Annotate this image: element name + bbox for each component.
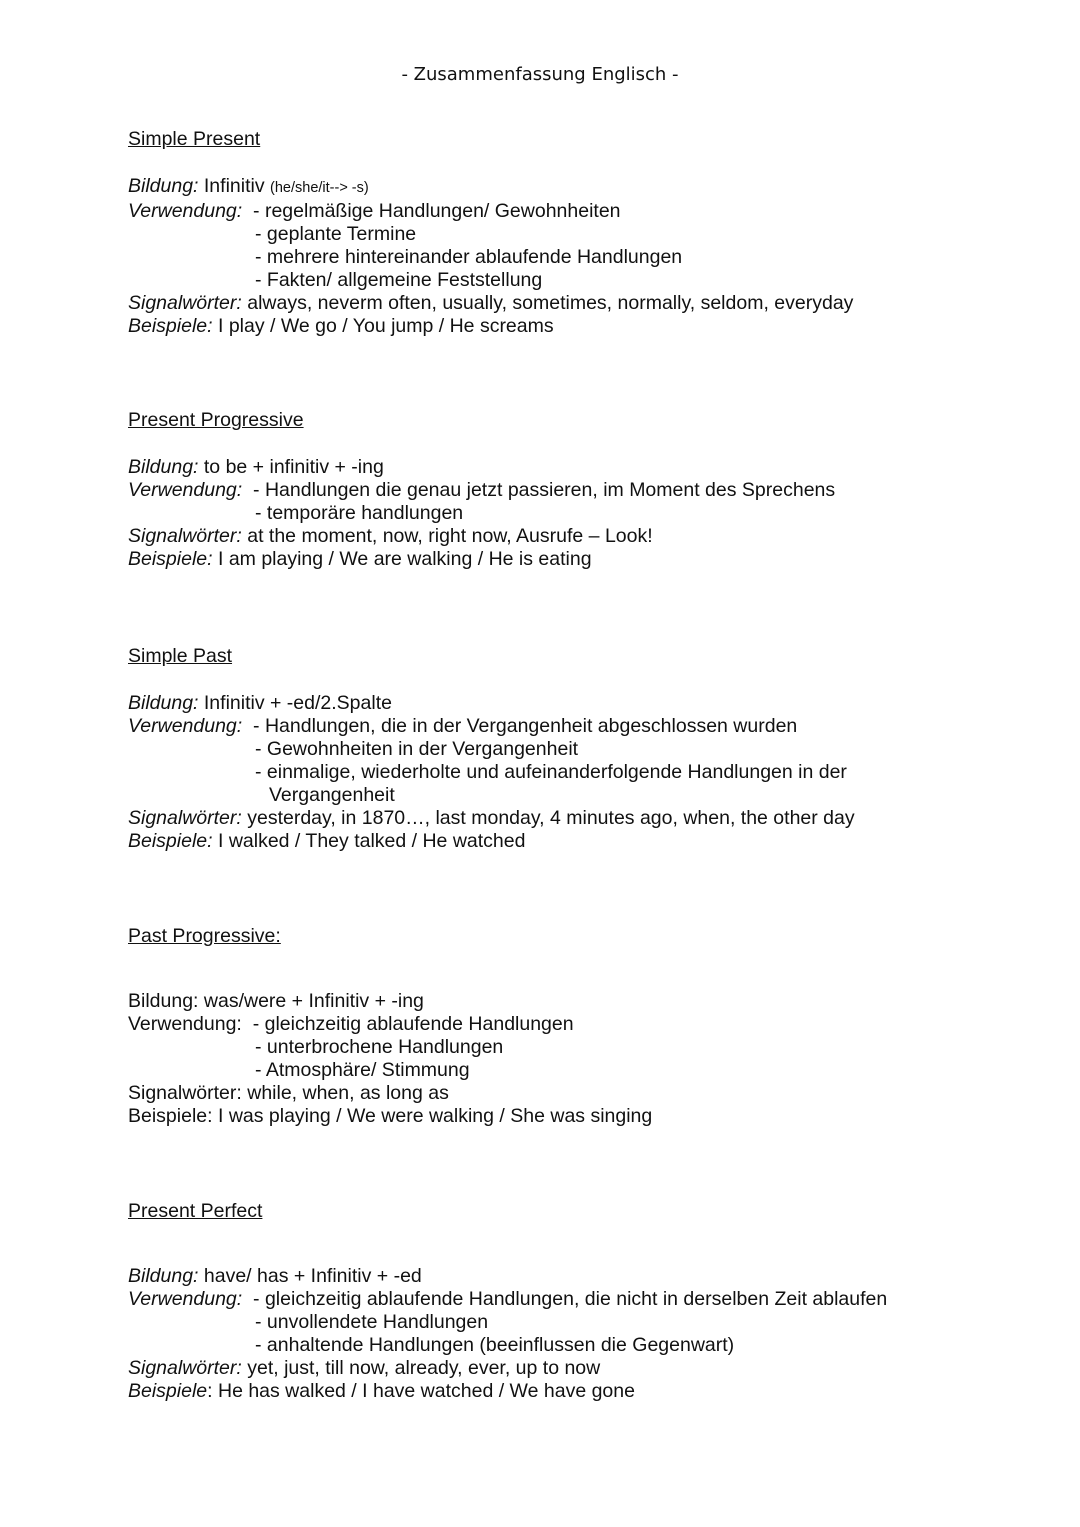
- signal-label: Signalwörter:: [128, 807, 242, 829]
- beispiele-text: He has walked / I have watched / We have gone: [217, 1380, 635, 1402]
- verwendung-item: - gleichzeitig ablaufende Handlungen, die nicht in derselben Zeit ablaufen: [253, 1288, 888, 1310]
- beispiele-line: [128, 1105, 1028, 1128]
- beispiele-colon: :: [207, 1380, 213, 1402]
- bildung-label: Bildung:: [128, 990, 199, 1012]
- signal-line: [128, 1082, 1028, 1105]
- verwendung-continuation: Vergangenheit: [269, 784, 395, 806]
- verwendung-item: - regelmäßige Handlungen/ Gewohnheiten: [253, 200, 621, 222]
- verwendung-item: - Atmosphäre/ Stimmung: [255, 1059, 470, 1081]
- verwendung-item: - Handlungen, die in der Vergangenheit abgeschlossen wurden: [253, 715, 798, 737]
- verwendung-label: Verwendung:: [128, 1288, 243, 1310]
- verwendung-item: - Fakten/ allgemeine Feststellung: [255, 269, 543, 291]
- signal-label: Signalwörter:: [128, 1357, 242, 1379]
- verwendung-item: - geplante Termine: [255, 223, 417, 245]
- bildung-line: [128, 456, 1028, 479]
- verwendung-block: [128, 479, 1028, 525]
- signal-label: Signalwörter:: [128, 292, 242, 314]
- page-title: - Zusammenfassung Englisch -: [401, 64, 679, 85]
- signal-text: always, neverm often, usually, sometimes, normally, seldom, everyday: [247, 292, 854, 314]
- bildung-text: have/ has + Infinitiv + -ed: [203, 1265, 422, 1287]
- bildung-label: Bildung:: [128, 175, 199, 197]
- signal-text: yet, just, till now, already, ever, up to now: [247, 1357, 601, 1379]
- verwendung-label: Verwendung:: [128, 1013, 242, 1035]
- section-present-progressive: [128, 409, 1028, 571]
- verwendung-block: [128, 1288, 1028, 1357]
- signal-label: Signalwörter:: [128, 525, 242, 547]
- signal-text: yesterday, in 1870…, last monday, 4 minutes ago, when, the other day: [247, 807, 855, 829]
- section-title: Simple Past: [128, 645, 233, 667]
- bildung-label: Bildung:: [128, 456, 199, 478]
- beispiele-text: I play / We go / You jump / He screams: [217, 315, 554, 337]
- signal-line: [128, 807, 1028, 830]
- bildung-text: Infinitiv + -ed/2.Spalte: [203, 692, 392, 714]
- beispiele-label: Beispiele:: [128, 1105, 213, 1127]
- beispiele-label: Beispiele: [128, 1380, 208, 1402]
- verwendung-item: - Handlungen die genau jetzt passieren, im Moment des Sprechens: [253, 479, 836, 501]
- signal-line: [128, 1357, 1028, 1380]
- bildung-line: [128, 990, 1028, 1013]
- beispiele-text: I was playing / We were walking / She was singing: [217, 1105, 653, 1127]
- verwendung-label: Verwendung:: [128, 200, 243, 222]
- signal-line: [128, 525, 1028, 548]
- bildung-label: Bildung:: [128, 692, 199, 714]
- verwendung-item: - temporäre handlungen: [255, 502, 464, 524]
- section-title: Present Perfect: [128, 1200, 263, 1222]
- bildung-text: was/were + Infinitiv + -ing: [203, 990, 424, 1012]
- bildung-text: to be + infinitiv + -ing: [203, 456, 384, 478]
- verwendung-item: - Gewohnheiten in der Vergangenheit: [255, 738, 579, 760]
- section-simple-past: [128, 645, 1028, 853]
- verwendung-item: - anhaltende Handlungen (beeinflussen die Gegenwart): [255, 1334, 735, 1356]
- verwendung-item: - einmalige, wiederholte und aufeinanderfolgende Handlungen in der: [255, 761, 847, 783]
- verwendung-block: [128, 1013, 1028, 1082]
- verwendung-block: [128, 715, 1028, 807]
- bildung-text: Infinitiv: [203, 175, 265, 197]
- section-title: Past Progressive:: [128, 925, 281, 947]
- beispiele-text: I am playing / We are walking / He is eating: [217, 548, 592, 570]
- beispiele-line: [128, 1380, 1028, 1403]
- section-simple-present: [128, 128, 1028, 338]
- section-title: Simple Present: [128, 128, 261, 150]
- beispiele-text: I walked / They talked / He watched: [217, 830, 526, 852]
- verwendung-item: - unvollendete Handlungen: [255, 1311, 489, 1333]
- beispiele-line: [128, 548, 1028, 571]
- signal-label: Signalwörter:: [128, 1082, 242, 1104]
- verwendung-item: - mehrere hintereinander ablaufende Handlungen: [255, 246, 683, 268]
- beispiele-label: Beispiele:: [128, 830, 213, 852]
- verwendung-block: [128, 200, 1028, 292]
- signal-text: while, when, as long as: [247, 1082, 449, 1104]
- bildung-line: [128, 175, 1028, 200]
- beispiele-line: [128, 830, 1028, 853]
- beispiele-label: Beispiele:: [128, 315, 213, 337]
- verwendung-label: Verwendung:: [128, 715, 243, 737]
- bildung-line: [128, 692, 1028, 715]
- beispiele-line: [128, 315, 1028, 338]
- verwendung-label: Verwendung:: [128, 479, 243, 501]
- bildung-line: [128, 1265, 1028, 1288]
- signal-text: at the moment, now, right now, Ausrufe – Look!: [247, 525, 653, 547]
- bildung-label: Bildung:: [128, 1265, 199, 1287]
- verwendung-item: - gleichzeitig ablaufende Handlungen: [252, 1013, 574, 1035]
- bildung-note: (he/she/it--> -s): [270, 180, 369, 196]
- verwendung-item: - unterbrochene Handlungen: [255, 1036, 504, 1058]
- section-title: Present Progressive: [128, 409, 304, 431]
- section-past-progressive: [128, 925, 1028, 1128]
- beispiele-label: Beispiele:: [128, 548, 213, 570]
- section-present-perfect: [128, 1200, 1028, 1403]
- signal-line: [128, 292, 1028, 315]
